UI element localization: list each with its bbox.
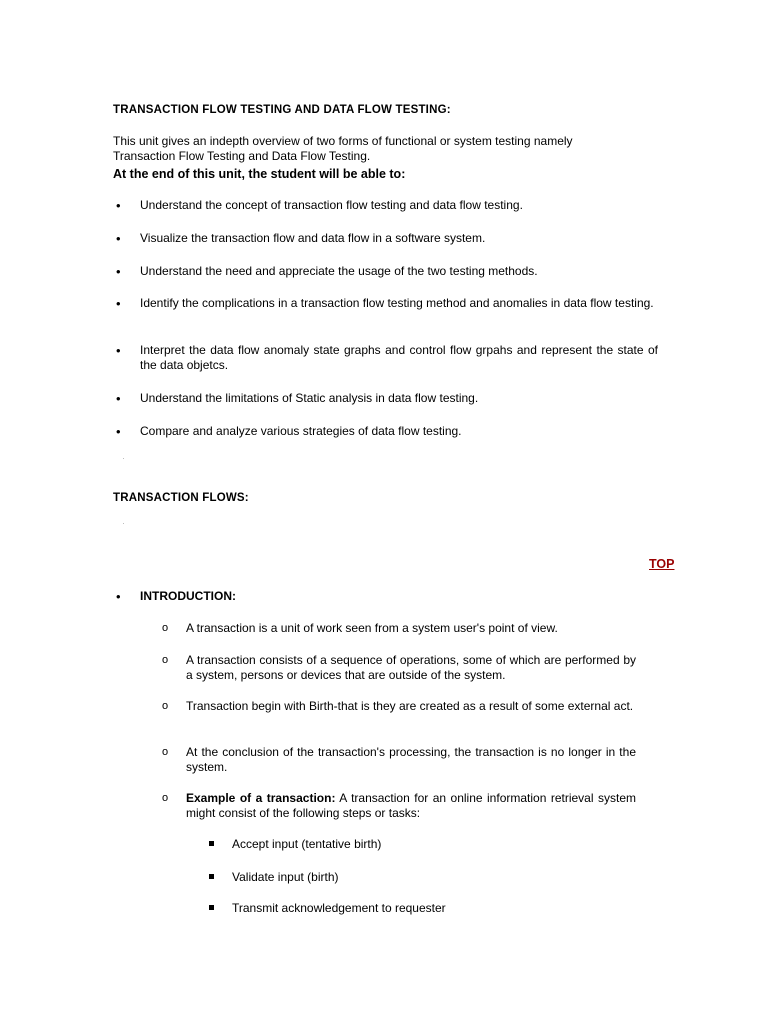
bullet-icon: • bbox=[116, 391, 121, 406]
bullet-icon: • bbox=[116, 296, 121, 311]
section-heading: TRANSACTION FLOWS: bbox=[113, 492, 249, 504]
faint-dot bbox=[123, 523, 124, 524]
objective-text: Understand the concept of transaction flow testing and data flow testing. bbox=[140, 198, 523, 212]
objective-text: Interpret the data flow anomaly state graphs and control flow grpahs and represent the state of the data objetcs. bbox=[140, 343, 658, 372]
intro-point-example bbox=[162, 791, 636, 821]
objective-item bbox=[113, 391, 658, 406]
example-label: Example of a transaction: bbox=[186, 791, 336, 805]
step-text: Validate input (birth) bbox=[232, 870, 339, 884]
square-bullet-icon bbox=[209, 874, 214, 879]
objective-item bbox=[113, 264, 658, 279]
step-item bbox=[209, 901, 629, 916]
intro-point-text: A transaction consists of a sequence of operations, some of which are performed by a system, persons or devices that are outside of the system. bbox=[186, 653, 636, 682]
intro-point bbox=[162, 699, 636, 714]
bullet-icon: • bbox=[116, 589, 121, 604]
intro-point-text: Transaction begin with Birth-that is they are created as a result of some external act. bbox=[186, 699, 634, 713]
objective-item bbox=[113, 424, 658, 439]
circle-bullet-icon: o bbox=[162, 792, 169, 804]
square-bullet-icon bbox=[209, 841, 214, 846]
circle-bullet-icon: o bbox=[162, 622, 169, 634]
step-item bbox=[209, 837, 629, 852]
intro-paragraph: This unit gives an indepth overview of two forms of functional or system testing namely Transaction Flow Testing and Data Flow Testing. bbox=[113, 134, 573, 163]
step-item bbox=[209, 870, 629, 885]
objective-item bbox=[113, 296, 658, 311]
circle-bullet-icon: o bbox=[162, 746, 169, 758]
step-text: Transmit acknowledgement to requester bbox=[232, 901, 446, 915]
top-link[interactable]: TOP bbox=[649, 557, 675, 571]
objective-item bbox=[113, 343, 658, 373]
objective-item bbox=[113, 198, 658, 213]
faint-dot bbox=[123, 458, 124, 459]
objective-item bbox=[113, 231, 658, 246]
intro-point-text: A transaction is a unit of work seen from a system user's point of view. bbox=[186, 621, 558, 635]
bullet-icon: • bbox=[116, 424, 121, 439]
step-text: Accept input (tentative birth) bbox=[232, 837, 382, 851]
circle-bullet-icon: o bbox=[162, 654, 169, 666]
objectives-heading: At the end of this unit, the student will be able to: bbox=[113, 167, 406, 181]
bullet-icon: • bbox=[116, 198, 121, 213]
example-text: A transaction for an online information retrieval system might consist of the following steps or tasks: bbox=[186, 791, 636, 820]
bullet-icon: • bbox=[116, 343, 121, 358]
document-title: TRANSACTION FLOW TESTING AND DATA FLOW TESTING: bbox=[113, 104, 451, 116]
objective-text: Understand the limitations of Static analysis in data flow testing. bbox=[140, 391, 479, 405]
introduction-heading: INTRODUCTION: bbox=[140, 589, 236, 603]
objective-text: Identify the complications in a transaction flow testing method and anomalies in data flow testing. bbox=[140, 296, 654, 310]
square-bullet-icon bbox=[209, 905, 214, 910]
example-paragraph bbox=[186, 791, 636, 821]
circle-bullet-icon: o bbox=[162, 700, 169, 712]
objective-text: Visualize the transaction flow and data flow in a software system. bbox=[140, 231, 486, 245]
bullet-icon: • bbox=[116, 231, 121, 246]
intro-point-text: At the conclusion of the transaction's processing, the transaction is no longer in the system. bbox=[186, 745, 636, 774]
bullet-icon: • bbox=[116, 264, 121, 279]
intro-point bbox=[162, 621, 636, 636]
objective-text: Compare and analyze various strategies of data flow testing. bbox=[140, 424, 462, 438]
intro-point bbox=[162, 745, 636, 775]
intro-point bbox=[162, 653, 636, 683]
objective-text: Understand the need and appreciate the usage of the two testing methods. bbox=[140, 264, 538, 278]
introduction-item bbox=[113, 589, 658, 604]
